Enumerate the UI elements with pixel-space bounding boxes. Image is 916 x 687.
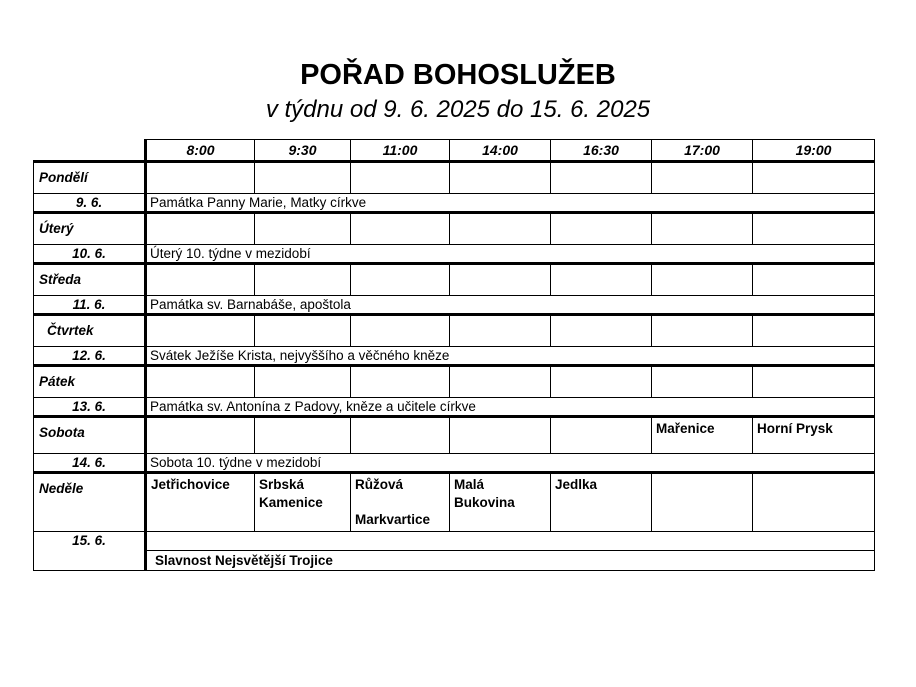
day-row: [34, 366, 875, 398]
feast-row: [34, 194, 875, 213]
service-cell: [450, 162, 551, 194]
day-date: 13. 6.: [34, 398, 146, 417]
service-cell: [551, 366, 652, 398]
service-cell: [450, 366, 551, 398]
service-cell: [351, 366, 450, 398]
time-header: 11:00: [351, 140, 450, 162]
day-date: 12. 6.: [34, 347, 146, 366]
service-cell: [551, 213, 652, 245]
service-cell: [551, 264, 652, 296]
page-title: POŘAD BOHOSLUŽEB: [300, 59, 616, 91]
service-place: [255, 473, 351, 532]
service-cell: [753, 315, 875, 347]
service-place: Jetřichovice: [146, 473, 255, 532]
service-cell: [146, 417, 255, 454]
place-line: Markvartice: [355, 512, 431, 527]
service-cell: [652, 162, 753, 194]
service-cell: [146, 162, 255, 194]
day-date: 15. 6.: [34, 532, 146, 571]
service-cell: [652, 366, 753, 398]
time-header: 9:30: [255, 140, 351, 162]
service-cell: [146, 366, 255, 398]
page-subtitle: v týdnu od 9. 6. 2025 do 15. 6. 2025: [265, 96, 651, 123]
service-cell: [652, 315, 753, 347]
feast-text: Památka Panny Marie, Matky církve: [146, 194, 875, 213]
feast-row: [34, 245, 875, 264]
place-line: Srbská: [259, 477, 305, 492]
service-place: Horní Prysk: [753, 417, 875, 454]
place-line: Malá: [454, 477, 485, 492]
day-name: Neděle: [34, 473, 146, 532]
service-cell: [351, 162, 450, 194]
feast-row: [34, 347, 875, 366]
feast-row: [34, 296, 875, 315]
service-cell: [351, 264, 450, 296]
time-header: 14:00: [450, 140, 551, 162]
time-header: 17:00: [652, 140, 753, 162]
service-cell: [351, 315, 450, 347]
service-cell: [450, 264, 551, 296]
service-cell: [753, 264, 875, 296]
service-cell: [450, 417, 551, 454]
service-cell: [255, 213, 351, 245]
feast-text: Slavnost Nejsvětější Trojice: [146, 551, 875, 571]
schedule-table: [33, 139, 875, 571]
day-name: Pondělí: [34, 162, 146, 194]
feast-text: Památka sv. Antonína z Padovy, kněze a učitele církve: [146, 398, 875, 417]
feast-row: [34, 454, 875, 473]
service-cell: [255, 264, 351, 296]
time-header: 16:30: [551, 140, 652, 162]
service-cell: [351, 417, 450, 454]
service-cell: [450, 213, 551, 245]
service-place: [351, 473, 450, 532]
day-row: [34, 162, 875, 194]
day-date: 11. 6.: [34, 296, 146, 315]
day-name: Pátek: [34, 366, 146, 398]
time-header-row: [34, 140, 875, 162]
day-row: [34, 315, 875, 347]
place-line: Bukovina: [454, 495, 515, 510]
service-cell: [146, 213, 255, 245]
service-cell: [255, 366, 351, 398]
service-cell: [551, 162, 652, 194]
service-cell: [255, 315, 351, 347]
service-cell: [753, 366, 875, 398]
day-row: [34, 264, 875, 296]
day-name: Úterý: [34, 213, 146, 245]
service-cell: [351, 213, 450, 245]
feast-text: Úterý 10. týdne v mezidobí: [146, 245, 875, 264]
feast-row: [34, 532, 875, 551]
feast-text: Památka sv. Barnabáše, apoštola: [146, 296, 875, 315]
feast-text: Svátek Ježíše Krista, nejvyššího a věčného kněze: [146, 347, 875, 366]
place-line: Kamenice: [259, 495, 323, 510]
day-name: Čtvrtek: [34, 315, 146, 347]
service-place: Mařenice: [652, 417, 753, 454]
service-cell: [255, 162, 351, 194]
service-place: Jedlka: [551, 473, 652, 532]
service-cell: [146, 315, 255, 347]
day-row: [34, 417, 875, 454]
service-cell: [753, 473, 875, 532]
empty-band: [146, 532, 875, 551]
place-line: Růžová: [355, 477, 404, 492]
service-cell: [255, 417, 351, 454]
service-place: [450, 473, 551, 532]
day-date: 14. 6.: [34, 454, 146, 473]
service-cell: [146, 264, 255, 296]
time-header: 8:00: [146, 140, 255, 162]
service-cell: [652, 264, 753, 296]
day-row: [34, 213, 875, 245]
service-cell: [753, 213, 875, 245]
day-name: Středa: [34, 264, 146, 296]
service-cell: [551, 417, 652, 454]
day-date: 10. 6.: [34, 245, 146, 264]
feast-row: [34, 551, 875, 571]
service-cell: [551, 315, 652, 347]
time-header: 19:00: [753, 140, 875, 162]
service-cell: [652, 213, 753, 245]
feast-text: Sobota 10. týdne v mezidobí: [146, 454, 875, 473]
service-cell: [753, 162, 875, 194]
day-name: Sobota: [34, 417, 146, 454]
day-date: 9. 6.: [34, 194, 146, 213]
day-row: [34, 473, 875, 532]
feast-row: [34, 398, 875, 417]
header-corner-cell: [34, 140, 146, 162]
service-cell: [652, 473, 753, 532]
service-cell: [450, 315, 551, 347]
